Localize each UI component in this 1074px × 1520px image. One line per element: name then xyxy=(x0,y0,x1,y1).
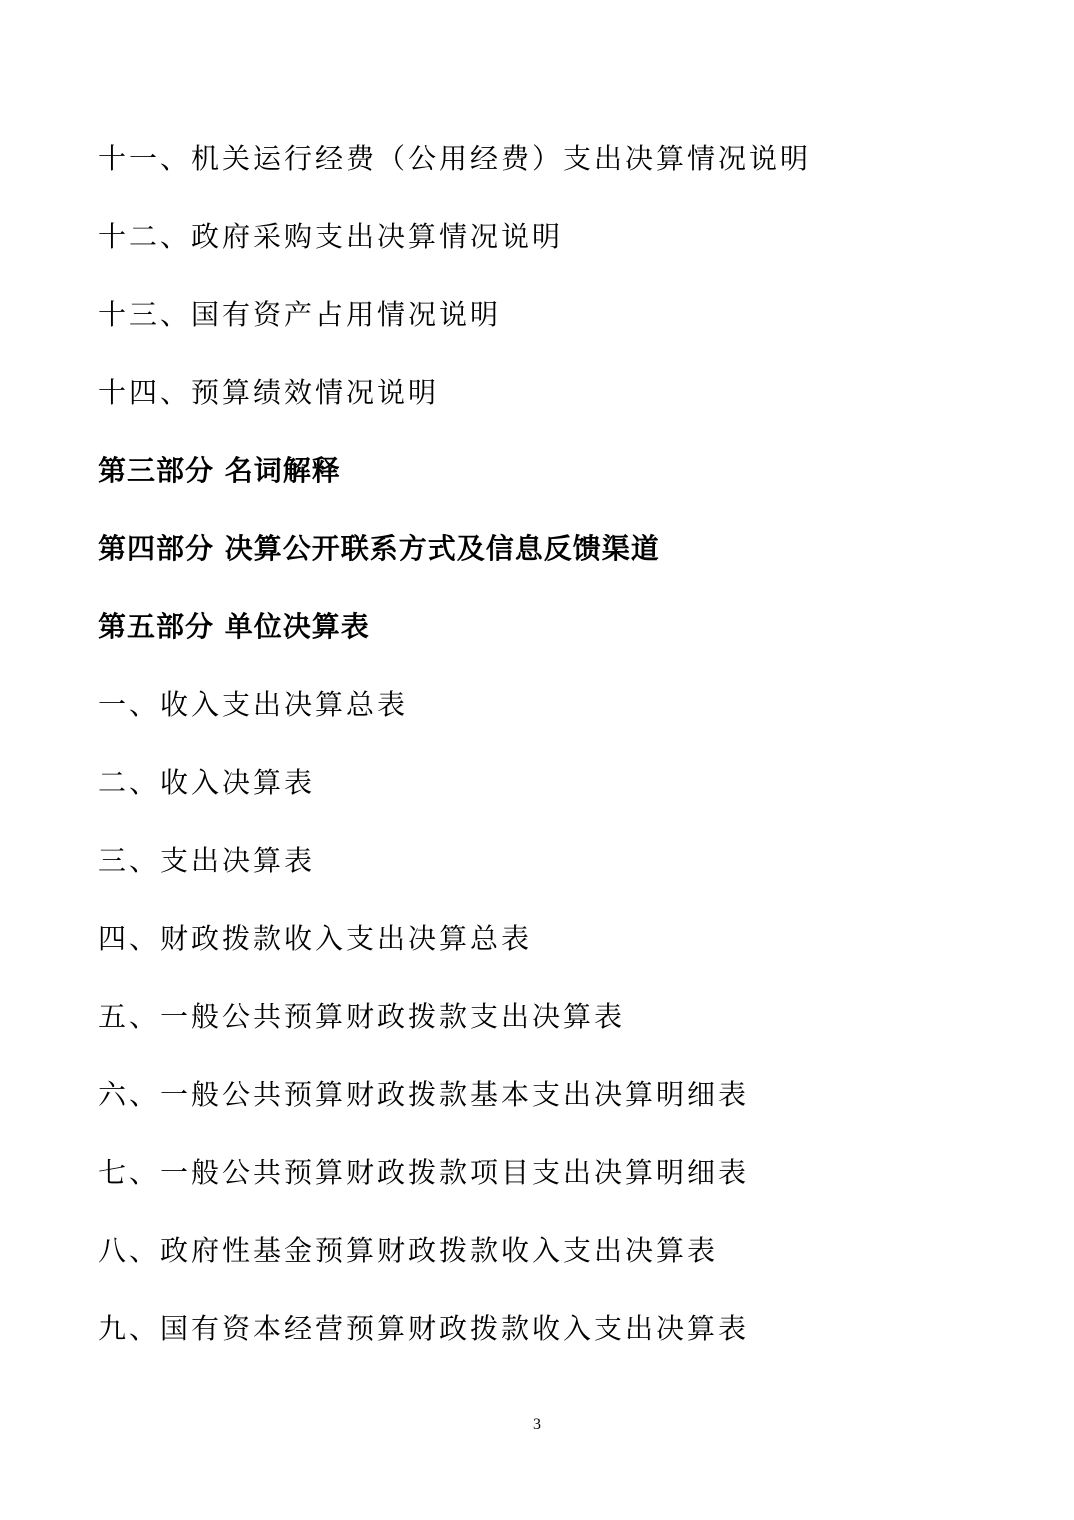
toc-part-4-contact-feedback: 第四部分 决算公开联系方式及信息反馈渠道 xyxy=(98,532,660,565)
toc-table-1-income-expenditure-summary: 一、收入支出决算总表 xyxy=(98,688,409,721)
toc-table-9-state-capital-budget: 九、国有资本经营预算财政拨款收入支出决算表 xyxy=(98,1312,750,1345)
toc-part-3-glossary: 第三部分 名词解释 xyxy=(98,454,341,487)
page-number: 3 xyxy=(533,1416,541,1433)
toc-table-7-general-budget-project-expenditure: 七、一般公共预算财政拨款项目支出决算明细表 xyxy=(98,1156,750,1189)
toc-table-6-general-budget-basic-expenditure: 六、一般公共预算财政拨款基本支出决算明细表 xyxy=(98,1078,750,1111)
toc-table-3-expenditure: 三、支出决算表 xyxy=(98,844,316,877)
toc-table-5-general-budget-expenditure: 五、一般公共预算财政拨款支出决算表 xyxy=(98,1000,626,1033)
toc-table-4-fiscal-appropriation-summary: 四、财政拨款收入支出决算总表 xyxy=(98,922,533,955)
toc-item-12-government-procurement: 十二、政府采购支出决算情况说明 xyxy=(98,220,564,253)
toc-item-13-state-assets: 十三、国有资产占用情况说明 xyxy=(98,298,502,331)
toc-item-11-admin-operating-expenses: 十一、机关运行经费（公用经费）支出决算情况说明 xyxy=(98,142,812,175)
table-of-contents xyxy=(98,136,998,1384)
toc-table-2-income: 二、收入决算表 xyxy=(98,766,316,799)
toc-part-5-final-accounts-tables: 第五部分 单位决算表 xyxy=(98,610,370,643)
toc-item-14-budget-performance: 十四、预算绩效情况说明 xyxy=(98,376,440,409)
toc-table-8-government-fund-budget: 八、政府性基金预算财政拨款收入支出决算表 xyxy=(98,1234,719,1267)
